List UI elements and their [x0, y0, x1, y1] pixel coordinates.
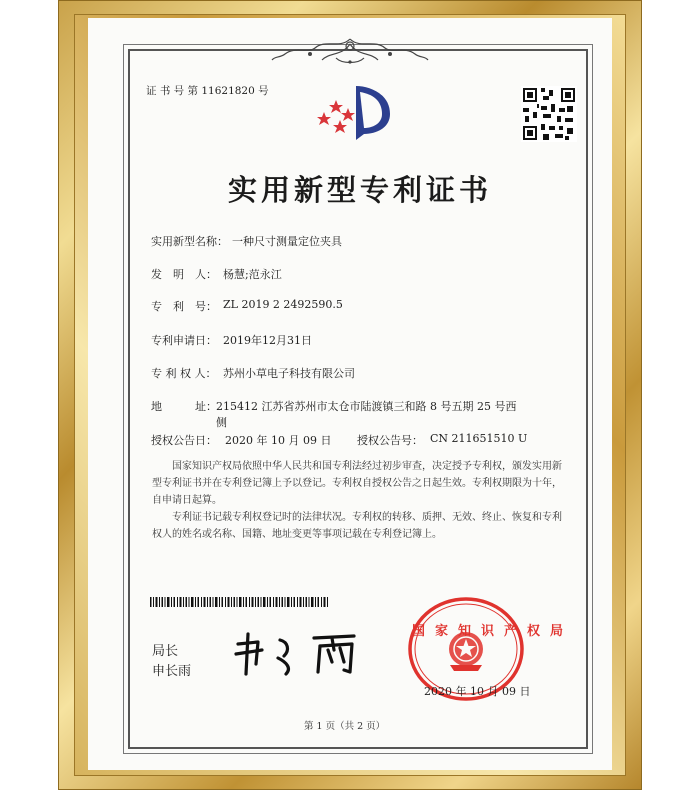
address-line-1: 215412 江苏省苏州市太仓市陆渡镇三和路 8 号五期 25 号西 — [216, 400, 517, 413]
director-name: 申长雨 — [152, 664, 192, 679]
seal-text: 国家知识产权局 — [412, 624, 574, 639]
patent-emblem-icon — [314, 82, 404, 144]
patent-number-value: ZL 2019 2 2492590.5 — [223, 298, 343, 311]
page-indicator: 第 1 页（共 2 页） — [304, 721, 386, 732]
qr-code-icon — [521, 86, 577, 142]
application-date-label: 专利申请日： — [151, 334, 217, 347]
announce-date-label: 授权公告日： — [151, 434, 217, 447]
announce-date-value: 2020 年 10 月 09 日 — [225, 434, 332, 447]
address-line-2: 侧 — [216, 416, 227, 429]
grant-paragraph: 国家知识产权局依照中华人民共和国专利法经过初步审查，决定授予专利权，颁发实用新型专利证书并在专利登记簿上予以登记。专利权自授权公告之日起生效。专利权期限为十年，自申请日起算。 — [152, 461, 562, 506]
inventor-label: 发 明 人： — [151, 268, 217, 281]
seal-date: 2020 年 10 月 09 日 — [424, 685, 531, 698]
certificate-number: 证 书 号 第 11621820 号 — [146, 85, 269, 97]
patentee-value: 苏州小草电子科技有限公司 — [223, 367, 355, 380]
design-name-value: 一种尺寸测量定位夹具 — [232, 235, 342, 248]
director-signature-icon — [228, 628, 368, 678]
design-name-label: 实用新型名称： — [151, 235, 228, 248]
patent-number-label: 专 利 号： — [151, 300, 217, 313]
inventor-value: 杨慧;范永江 — [223, 268, 282, 281]
top-ornament-icon — [270, 34, 430, 68]
application-date-value: 2019年12月31日 — [223, 334, 312, 347]
certificate-title: 实用新型专利证书 — [228, 173, 493, 207]
barcode-icon — [150, 597, 330, 607]
patentee-label: 专 利 权 人： — [151, 367, 217, 380]
legal-status-paragraph: 专利证书记载专利权登记时的法律状况。专利权的转移、质押、无效、终止、恢复和专利权人的姓名或名称、国籍、地址变更等事项记载在专利登记簿上。 — [152, 512, 562, 540]
director-title: 局长 — [152, 644, 179, 659]
address-label: 地 址： — [151, 400, 217, 413]
announce-number-label: 授权公告号： — [357, 434, 423, 447]
announce-number-value: CN 211651510 U — [430, 432, 528, 445]
